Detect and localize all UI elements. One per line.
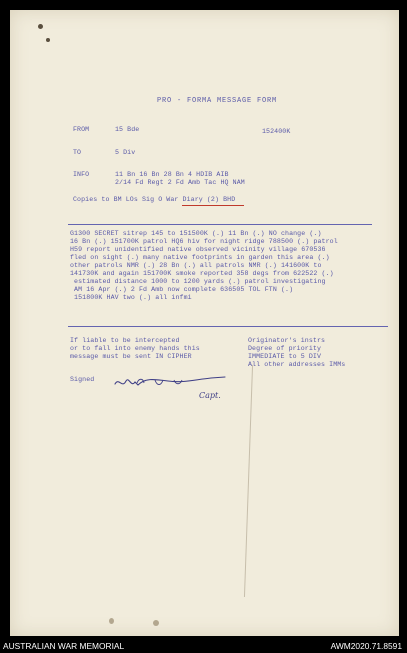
message-line: 151800K HAV two (.) all infmi	[70, 294, 192, 301]
punch-hole	[153, 620, 159, 626]
originator-line: IMMEDIATE to 5 DIV	[248, 353, 322, 360]
paper-fold	[244, 365, 263, 597]
originator-line: Degree of priority	[248, 345, 322, 352]
info-line-2: 2/14 Fd Regt 2 Fd Amb Tac HQ NAM	[115, 179, 245, 186]
message-line: G1300 SECRET sitrep 145 to 151500K (.) 11 Bn (.) NO change (.)	[70, 230, 322, 237]
message-line: H59 report unidentified native observed vicinity village 670536	[70, 246, 326, 253]
divider	[68, 224, 372, 225]
punch-hole	[109, 618, 114, 624]
originator-line: Originator's instrs	[248, 337, 326, 344]
message-line: 16 Bn (.) 151700K patrol HQ6 hiv for night ridge 788500 (.) patrol	[70, 238, 338, 245]
footer-credit: AUSTRALIAN WAR MEMORIAL	[3, 641, 125, 651]
from-label: FROM	[73, 126, 90, 133]
divider	[68, 326, 388, 327]
to-label: TO	[73, 149, 82, 156]
footer-bar	[0, 640, 407, 653]
info-label: INFO	[73, 171, 90, 178]
punch-hole	[46, 38, 50, 42]
info-line-1: 11 Bn 16 Bn 28 Bn 4 HDIB AIB	[115, 171, 229, 178]
copies-line: Copies to BM LOs Sig O War Diary (2) BHD	[73, 196, 236, 203]
document-page	[10, 10, 399, 636]
from-value: 15 Bde	[115, 126, 140, 133]
to-value: 5 Div	[115, 149, 136, 156]
message-line: estimated distance 1000 to 1200 yards (.) patrol investigating	[70, 278, 326, 285]
handwritten-signature	[113, 374, 233, 402]
svg-text:Capt.: Capt.	[199, 391, 221, 400]
message-line: other patrols NMR (.) 28 Bn (.) all patrols NMR (.) 141600K to	[70, 262, 322, 269]
date-time-group: 152400K	[262, 128, 291, 135]
message-line: 141730K and again 151700K smoke reported 358 degs from 622522 (.)	[70, 270, 334, 277]
punch-hole	[38, 24, 43, 29]
message-line: AM 16 Apr (.) 2 Fd Amb now complete 636505 TOL FTN (.)	[70, 286, 294, 293]
cipher-note-line: or to fall into enemy hands this	[70, 345, 200, 352]
cipher-note-line: If liable to be intercepted	[70, 337, 180, 344]
footer-accession: AWM2020.71.8591	[330, 641, 402, 651]
signed-label: Signed	[70, 376, 95, 383]
originator-line: All other addresses IMMs	[248, 361, 346, 368]
message-line: fled on sight (.) many native footprints in garden this area (.)	[70, 254, 330, 261]
form-title: PRO - FORMA MESSAGE FORM	[157, 97, 278, 105]
cipher-note-line: message must be sent IN CIPHER	[70, 353, 192, 360]
underline-mark	[182, 205, 244, 206]
